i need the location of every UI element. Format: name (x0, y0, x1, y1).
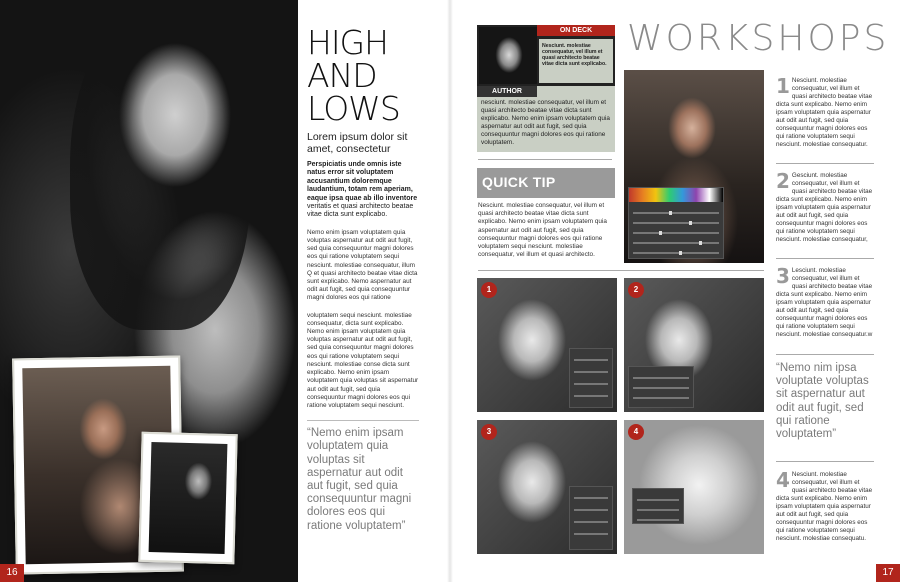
spine-gutter (447, 0, 453, 582)
slider-track (574, 371, 608, 373)
quick-tip-band (477, 168, 615, 198)
step-text: Nesciunt. molestiae consequatur, vel illum et quasi architecto beatae vitae dicta sunt explicabo. Nemo enim ipsam voluptatem quia aspernatur aut odit aut fugit, sed quia consequuntur magni dolores eos qui ratione voluptatem sequi nesciunt. molestiae consequatu. (776, 471, 873, 542)
on-deck-text: Nesciunt. molestiae consequatur, vel illum et quasi architecto beatae vitae dicta sunt explicabo. (539, 39, 613, 83)
divider (776, 461, 874, 462)
lead-paragraph (307, 161, 419, 220)
section-title: WORKSHOPS (627, 18, 890, 59)
subheadline: Lorem ipsum dolor sit amet, consectetur (307, 131, 408, 155)
slider-knob (699, 241, 702, 245)
workshop-step-4 (776, 468, 876, 543)
divider (478, 270, 764, 271)
step-number: 1 (776, 74, 790, 98)
slider-track (633, 212, 719, 214)
slider-track (637, 509, 679, 511)
step-text: Nesciunt. molestiae consequatur, vel illum et quasi architecto beatae vitae dicta sunt explicabo. Nemo enim ipsam voluptatem quia aspernatur aut odit aut fugit, sed quia consequuntur magni dolores eos qui ratione voluptatem sequi nesciunt. molestiae consequatur. (776, 77, 873, 148)
editing-panel-screenshot (628, 366, 694, 408)
slider-track (574, 395, 608, 397)
slider-track (633, 232, 719, 234)
editing-panel-screenshot (569, 348, 613, 408)
slider-knob (689, 221, 692, 225)
workshop-step-2 (776, 169, 876, 244)
author-box (477, 86, 615, 152)
step-badge: 1 (481, 282, 497, 298)
quick-tip-title: QUICK TIP (482, 174, 556, 190)
body-paragraph-1: Nemo enim ipsam voluptatem quia voluptas aspernatur aut odit aut fugit, sed quia consequuntur magni dolores eos qui ratione voluptatem sequi nesciunt. molestiae consequatur, illum Q et quasi architecto beatae vitae dicta sunt explicabo. Nemo aspernatur aut odit aut fugit, sed quia consequuntur magni dolores eos qui ratione (307, 228, 418, 302)
slider-knob (669, 211, 672, 215)
step-badge: 2 (628, 282, 644, 298)
step-number: 3 (776, 264, 790, 288)
slider-track (633, 222, 719, 224)
workshop-step-photo-2 (624, 278, 764, 412)
right-pullquote: “Nemo nim ipsa voluptate voluptas sit aspernatur aut odit aut fugit, sed qui ratione voluptatem” (776, 362, 869, 441)
lead-rest: veritatis et quasi architecto beatae vitae dicta sunt explicabo. (307, 203, 414, 219)
left-text-column (307, 23, 419, 533)
slider-knob (659, 231, 662, 235)
step-text: Gesciunt. molestiae consequatur, vel illum et quasi architecto beatae vitae dicta sunt explicabo. Nemo enim ipsam voluptatem quia aspernatur aut odit aut fugit, sed quia consequuntur magni dolores eos qui ratione voluptatem sequi nesciunt. molestiae consequatur, (776, 172, 873, 243)
slider-track (637, 499, 679, 501)
author-text: nesciunt. molestiae consequatur, vel illum et quasi architecto beatae vitae dicta sunt explicabo. Nemo enim ipsam voluptatem quia aspernatur aut odit aut fugit, sed quia consequuntur magni dolores eos qui ratione voluptatem. (481, 99, 610, 146)
color-swatches (629, 188, 723, 202)
bw-print-photo (138, 432, 237, 564)
slider-track (633, 252, 719, 254)
on-deck-label: ON DECK (537, 25, 615, 36)
editing-panel-screenshot (569, 486, 613, 550)
slider-track (633, 387, 689, 389)
step-badge: 4 (628, 424, 644, 440)
workshop-step-1 (776, 74, 876, 149)
workshop-color-photo (624, 70, 764, 263)
slider-track (574, 383, 608, 385)
quick-tip-text: Nesciunt. molestiae consequatur, vel illum et quasi architecto beatae vitae dicta sunt explicabo. Nemo enim ipsam voluptatem quia aspernatur aut odit aut fugit, sed quia consequuntur magni dolores eos qui ratione voluptatem sequi nesciunt. molestiae consequatur, vel illum et quasi architecto. (478, 202, 607, 259)
step-badge: 3 (481, 424, 497, 440)
workshop-step-3 (776, 264, 876, 339)
step-text: Lesciunt. molestiae consequatur, vel illum et quasi architecto beatae vitae dicta sunt explicabo. Nemo enim ipsam voluptatem quia aspernatur aut odit aut fugit, sed quia consequuntur magni dolores eos qui ratione voluptatem sequi nesciunt. molestiae consequatur.w (776, 267, 873, 338)
slider-knob (679, 251, 682, 255)
slider-track (574, 533, 608, 535)
page-number-left: 16 (0, 564, 24, 582)
divider (307, 420, 419, 421)
slider-track (574, 359, 608, 361)
workshop-step-photo-4 (624, 420, 764, 554)
step-number: 4 (776, 468, 790, 492)
step-number: 2 (776, 169, 790, 193)
divider (776, 163, 874, 164)
slider-track (633, 242, 719, 244)
slider-track (574, 509, 608, 511)
slider-track (637, 519, 679, 521)
slider-track (633, 377, 689, 379)
on-deck-box (477, 25, 615, 86)
portrait-shading (70, 0, 250, 330)
divider (478, 159, 612, 160)
editing-panel-screenshot (628, 187, 724, 259)
lead-bold: Perspiciatis unde omnis iste natus error sit voluptatem accusantium doloremque laudantium, totam rem aperiam, eaque ipsa quae ab illo inventore (307, 161, 418, 202)
page-headline (307, 23, 419, 128)
author-label: AUTHOR (477, 86, 537, 97)
divider (776, 258, 874, 259)
body-paragraph-2: voluptatem sequi nesciunt. molestiae consequatur, dicta sunt explicabo. Nemo enim ipsam voluptatem quia voluptas aspernatur aut odit aut fugit, sed quia consequuntur magni dolores eos qui ratione voluptatem sequi nesciunt. molestiae conse dicta sunt explicabo. Nemo enim ipsam voluptatem quia voluptas sit aspernatur aut odit aut fugit, sed quia consequuntur magni dolores eos qui ratione voluptatem sequi nesciunt. (307, 311, 419, 409)
slider-track (574, 497, 608, 499)
slider-track (633, 397, 689, 399)
editing-panel-screenshot (632, 488, 684, 524)
divider (776, 354, 874, 355)
headline-line-2: AND (307, 56, 377, 95)
left-pullquote: “Nemo enim ipsam voluptatem quia voluptas sit aspernatur aut odit aut fugit, sed quia consequuntur magni dolores eos qui ratione voluptatem” (307, 427, 412, 532)
page-number-right: 17 (876, 564, 900, 582)
slider-track (574, 521, 608, 523)
workshop-step-photo-1 (477, 278, 617, 412)
headline-line-3: LOWS (307, 89, 400, 128)
on-deck-portrait (479, 27, 537, 84)
workshop-step-photo-3 (477, 420, 617, 554)
bw-print-image (149, 442, 228, 554)
headline-line-1: HIGH (307, 23, 388, 62)
